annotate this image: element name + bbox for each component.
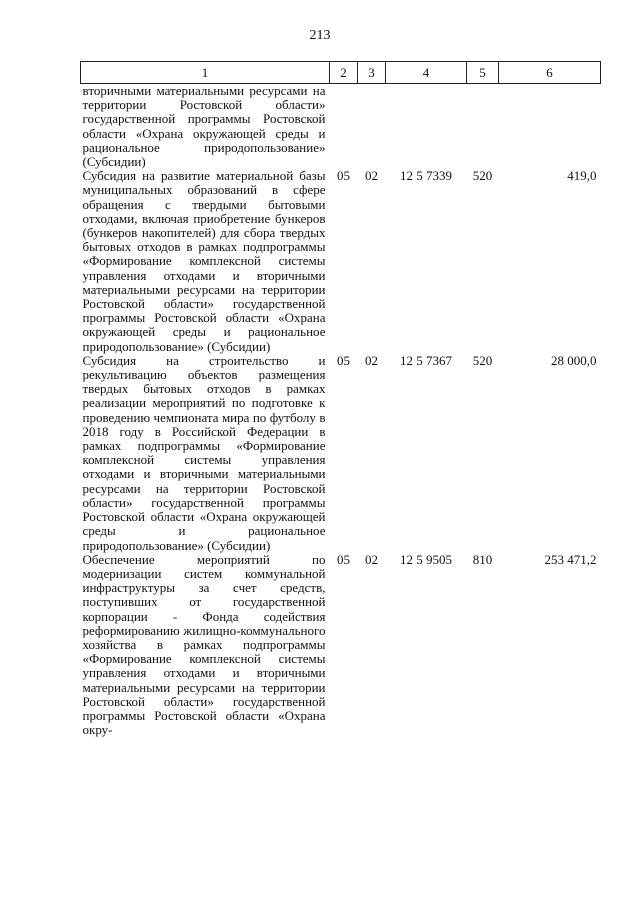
row-vr: 520 bbox=[472, 168, 493, 184]
table-row bbox=[81, 354, 601, 553]
header-col-4: 4 bbox=[386, 62, 467, 84]
row-amount: 253 471,2 bbox=[544, 551, 597, 567]
row-description: Субсидия на развитие материальной базы муниципальных образований в сфере обращения с твердыми бытовыми отходами, включая приобретение бункеров (бункеров накопителей) для сбора твердых бытовых отходов в рамках подпрограммы «Формирование комплексной системы управления отходами и вторичными материальными ресурсами на территории Ростовской области» государственной программы Ростовской области «Охрана окружающей среды и рациональное природопользование» (Субсидии) bbox=[82, 168, 326, 354]
row-amount bbox=[499, 84, 601, 170]
header-col-1: 1 bbox=[81, 62, 330, 84]
header-col-5: 5 bbox=[467, 62, 499, 84]
row-rz: 05 bbox=[337, 168, 350, 184]
table-header bbox=[81, 62, 601, 84]
row-csr: 12 5 9505 bbox=[400, 551, 452, 567]
budget-table bbox=[80, 61, 601, 737]
row-pr: 02 bbox=[365, 168, 378, 184]
row-rz bbox=[330, 84, 358, 170]
row-amount: 28 000,0 bbox=[551, 352, 597, 368]
row-csr: 12 5 7339 bbox=[400, 168, 452, 184]
row-pr: 02 bbox=[365, 352, 378, 368]
row-amount: 419,0 bbox=[567, 168, 597, 184]
header-col-6: 6 bbox=[499, 62, 601, 84]
row-pr: 02 bbox=[365, 551, 378, 567]
row-csr bbox=[386, 84, 467, 170]
row-description: Субсидия на строительство и рекультивацию объектов размещения твердых бытовых отходов в рамках реализации мероприятий по подготовке к проведению чемпионата мира по футболу в 2018 году в Российской Федерации в рамках подпрограммы «Формирование комплексной системы управления отходами и вторичными материальными ресурсами на территории Ростовской области» государственной программы Ростовской области «Охрана окружающей среды и рациональное природопользование» (Субсидии) bbox=[82, 352, 326, 553]
table-row bbox=[81, 84, 601, 170]
header-row bbox=[81, 62, 601, 84]
table-row bbox=[81, 169, 601, 354]
row-description: вторичными материальными ресурсами на территории Ростовской области» государственной программы Ростовской области «Охрана окружающей среды и рациональное природопользование» (Субсидии) bbox=[82, 83, 326, 170]
row-description: Обеспечение мероприятий по модернизации систем коммунальной инфраструктуры за счет средств, поступивших от государственной корпорации - Фонда содействия реформированию жилищно-коммунального хозяйства в рамках подпрограммы «Формирование комплексной системы управления отходами и вторичными материальными ресурсами на территории Ростовской области» государственной программы Ростовской области «Охрана окру- bbox=[82, 551, 326, 738]
table-body bbox=[81, 84, 601, 738]
header-col-2: 2 bbox=[330, 62, 358, 84]
row-rz: 05 bbox=[337, 352, 350, 368]
table-row bbox=[81, 553, 601, 738]
row-pr bbox=[358, 84, 386, 170]
row-vr: 520 bbox=[472, 352, 493, 368]
row-csr: 12 5 7367 bbox=[400, 352, 452, 368]
row-rz: 05 bbox=[337, 551, 350, 567]
row-vr: 810 bbox=[472, 551, 493, 567]
page-number: 213 bbox=[309, 28, 331, 43]
row-vr bbox=[467, 84, 499, 170]
header-col-3: 3 bbox=[358, 62, 386, 84]
